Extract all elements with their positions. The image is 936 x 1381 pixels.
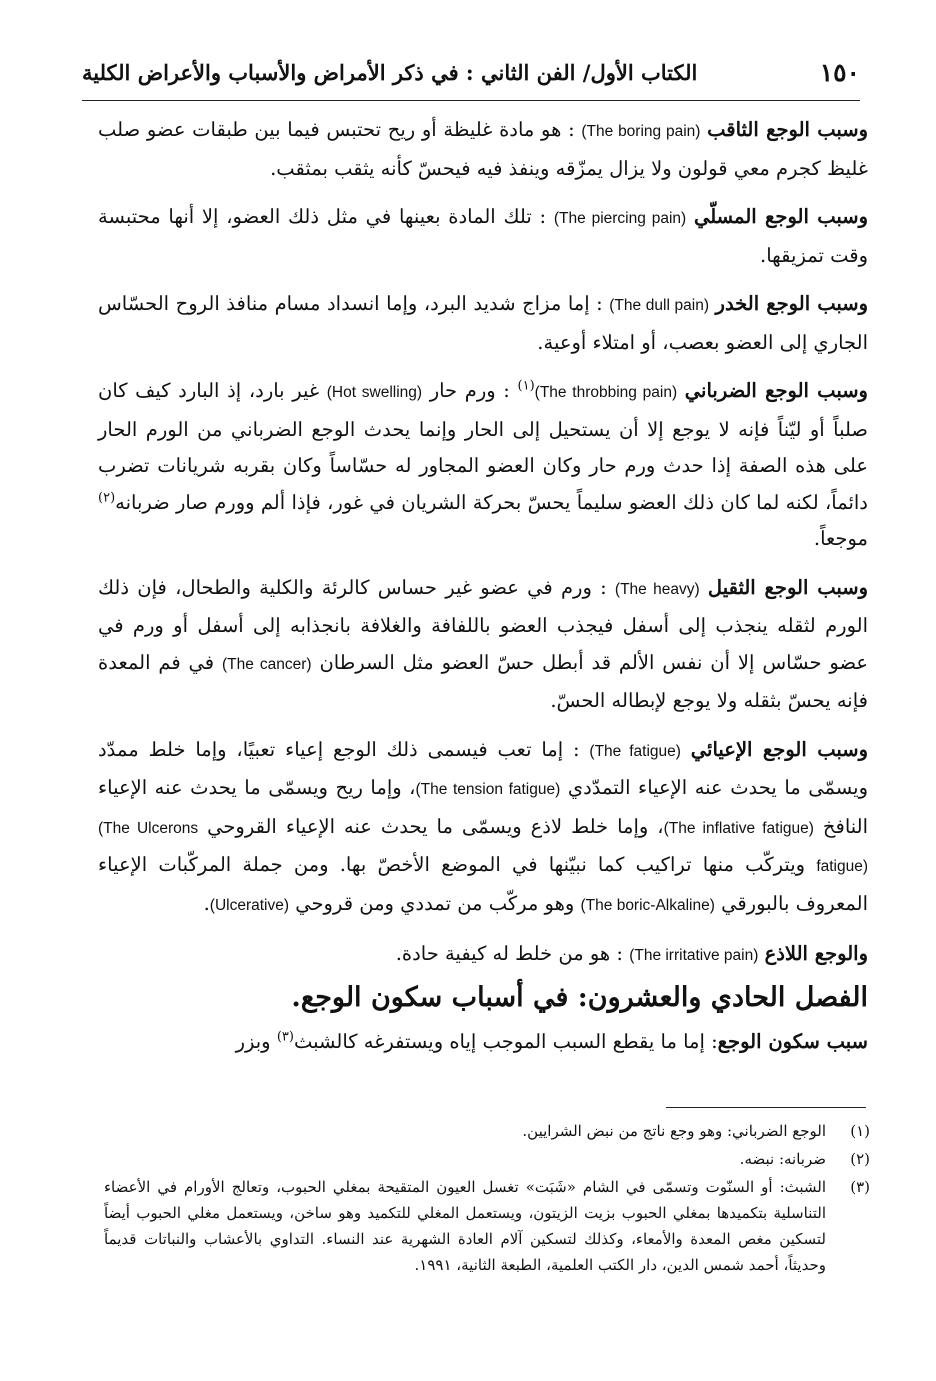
- paragraph-text: وهو مركّب من تمددي ومن قروحي: [295, 891, 575, 915]
- english-term: (Hot swelling): [326, 384, 423, 401]
- english-term: (The dull pain): [609, 297, 709, 314]
- paragraph-text: .: [203, 891, 210, 915]
- footnote-ref: (٣): [276, 1029, 294, 1045]
- page-header: [82, 50, 860, 101]
- footnote-text: الشبث: أو السنّوت وتسمّى في الشام «شَبَت» تغسل العيون المتقيحة بمغلي الحبوب، وتعالج الأورام في الأعضاء التناسلية بتكميدها بمغلي الحبوب بزيت الزيتون، ويستعمل المغلي للتكميد وهو ساخن، ويستعمل مغلي الحبوب أيضاً لتسكين مغص المعدة والأمعاء، وكذلك لتسكين آلام العادة الشهرية عند النساء. التداوي بالأعشاب والنباتات قديماً وحديثاً، أحمد شمس الدين، دار الكتب العلمية، الطبعة الثانية، ١٩٩١.: [104, 1178, 826, 1274]
- english-term: (The piercing pain): [553, 210, 687, 227]
- english-term: (The heavy): [614, 580, 700, 598]
- paragraph-text: في فم المعدة فإنه يحسّ بثقله ولا يوجع لإبطاله الحسّ.: [98, 650, 868, 712]
- paragraph-piercing-pain: [98, 199, 868, 274]
- footnote-divider: [666, 1107, 866, 1108]
- english-term: (Ulcerative): [209, 896, 290, 914]
- paragraph-text: وبزر: [235, 1030, 271, 1053]
- paragraph-text: : هو من خلط له كيفية حادة.: [395, 942, 623, 965]
- footnotes: [104, 1118, 870, 1280]
- paragraph-text: غير بارد، إذ البارد كيف كان صلباً أو ليّناً فإنه لا يوجع إلا أن يستحيل إلى الحار وإنما يحدث الوجع الضرباني من الورم الحار على هذه الصفة إذا حدث ورم حار وكان العضو المجاور له حسّاساً وكان بقربه شريانات تضرب دائماً، لكنه لما كان ذلك العضو سليماً يحسّ بحركة الشريان في غور، فإذا ألم وورم صار ضربانه: [98, 379, 868, 514]
- english-term: (The fatigue): [589, 742, 681, 760]
- paragraph-fatigue-pain: [98, 732, 868, 925]
- english-term: (The Ulcerons fatigue): [98, 819, 869, 875]
- term-label: وسبب الوجع الضرباني: [684, 379, 868, 402]
- paragraph-pain-relief: [98, 1030, 868, 1053]
- paragraph-text: : تلك المادة بعينها في مثل ذلك العضو، إلا أنها محتبسة وقت تمزيقها.: [98, 205, 868, 267]
- paragraph-text: : إما مزاج شديد البرد، وإما انسداد مسام منافذ الروح الحسّاس الجاري إلى العضو بعصب، أو امتلاء أوعية.: [98, 292, 868, 354]
- footnote-item: [104, 1174, 870, 1278]
- paragraph-text: : إما تعب فيسمى ذلك الوجع إعياء تعبيًا، وإما خلط ممدّد ويسمّى ما يحدث عنه الإعياء التمدّدي: [98, 737, 868, 799]
- paragraph-heavy-pain: [98, 570, 868, 720]
- footnote-text: ضربانه: نبضه.: [739, 1150, 826, 1168]
- english-term: (The boring pain): [581, 123, 701, 140]
- paragraph-throbbing-pain: [98, 373, 868, 558]
- footnote-text: الوجع الضرباني: وهو وجع ناتج من نبض الشرايين.: [522, 1122, 826, 1140]
- footnote-number: (٣): [850, 1178, 870, 1196]
- english-term: (The irritative pain): [629, 947, 759, 964]
- term-label: وسبب الوجع الثاقب: [707, 118, 869, 141]
- term-label: وسبب الوجع الثقيل: [707, 575, 868, 599]
- paragraph-text: ، وإما ريح ويسمّى ما يحدث عنه الإعياء النافخ: [98, 776, 869, 838]
- paragraph-text: ويتركّب منها تراكيب كما نبيّنها في الموضع الأخصّ بها. ومن جملة المركّبات الإعياء المعروف بالبورقي: [98, 853, 868, 915]
- english-term: (The tension fatigue): [415, 781, 561, 798]
- main-text: [98, 112, 868, 987]
- footnote-ref: (٢): [98, 490, 116, 505]
- running-title: الكتاب الأول/ الفن الثاني : في ذكر الأمراض والأسباب والأعراض الكلية: [82, 60, 698, 85]
- footnote-item: [104, 1118, 870, 1144]
- paragraph-text: موجعاً.: [813, 527, 868, 550]
- paragraph-text: ، وإما خلط لاذع ويسمّى ما يحدث عنه الإعياء القروحي: [207, 814, 664, 838]
- footnote-number: (١): [850, 1122, 870, 1140]
- paragraph-text: : إما ما يقطع السبب الموجب إياه ويستفرغه كالشبث: [293, 1030, 718, 1053]
- term-label: وسبب الوجع الإعيائي: [690, 737, 868, 761]
- english-term: (The inflative fatigue): [663, 819, 814, 837]
- term-label: وسبب الوجع المسلّي: [693, 205, 869, 228]
- paragraph-text: : ورم حار: [429, 379, 510, 402]
- page-number: ١٥٠: [819, 58, 860, 87]
- footnote-item: [104, 1146, 870, 1172]
- paragraph-text: : هو مادة غليظة أو ريح تحتبس فيما بين طبقات عضو صلب غليظ كجرم معي قولون ولا يزال يمزّقه وينفذ فيه فيحسّ كأنه يثقب بمثقب.: [98, 118, 868, 180]
- paragraph-dull-pain: [98, 286, 868, 361]
- english-term: (The throbbing pain): [534, 384, 678, 401]
- section-heading: الفصل الحادي والعشرون: في أسباب سكون الوجع.: [291, 982, 868, 1013]
- footnote-number: (٢): [850, 1150, 870, 1168]
- paragraph-irritative-pain: [98, 936, 868, 975]
- term-label: وسبب الوجع الخدر: [715, 292, 869, 315]
- term-label: والوجع اللاذع: [764, 942, 868, 965]
- footnote-ref: (١): [517, 378, 535, 394]
- paragraph-text: : ورم في عضو غير حساس كالرئة والكلية والطحال، فإن ذلك الورم لثقله ينجذب إلى أسفل فيجذب العضو باللفافة والغلافة بانجذابه إلى أسفل أو ورم في عضو حسّاس إلا أن نفس الألم قد أبطل حسّ العضو مثل السرطان: [98, 575, 869, 674]
- paragraph-boring-pain: [98, 112, 868, 187]
- term-label: سبب سكون الوجع: [717, 1030, 868, 1053]
- english-term: (The cancer): [222, 655, 312, 673]
- english-term: (The boric-Alkaline): [580, 896, 715, 914]
